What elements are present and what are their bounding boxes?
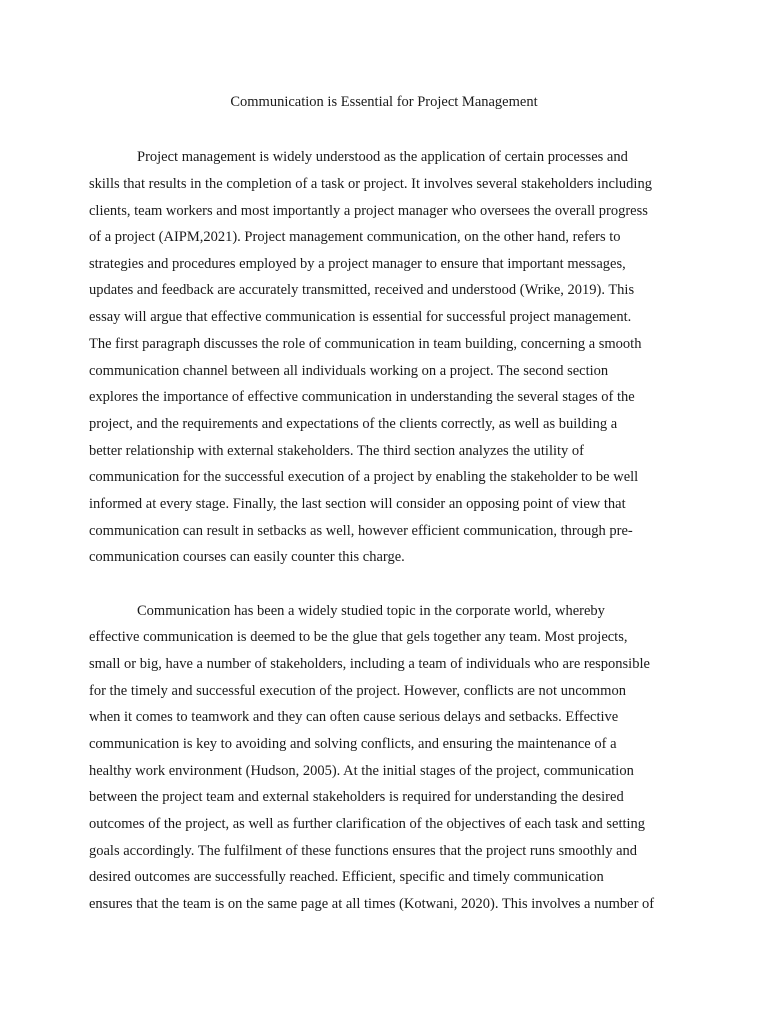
paragraph-line: communication channel between all individuals working on a project. The second section — [89, 363, 609, 379]
paragraph-line: communication for the successful execution of a project by enabling the stakeholder to be well — [89, 469, 639, 485]
paragraph-line: skills that results in the completion of a task or project. It involves several stakeholders including — [89, 176, 652, 192]
document-title: Communication is Essential for Project Management — [230, 94, 538, 110]
paragraph-line: communication courses can easily counter this charge. — [89, 549, 405, 565]
paragraph-line: better relationship with external stakeholders. The third section analyzes the utility of — [89, 443, 585, 459]
paragraph-line: ensures that the team is on the same page at all times (Kotwani, 2020). This involves a number of — [89, 896, 655, 912]
paragraph-line: communication can result in setbacks as well, however efficient communication, through pre- — [89, 523, 633, 539]
paragraph-line: when it comes to teamwork and they can often cause serious delays and setbacks. Effective — [89, 709, 619, 725]
paragraph-line: strategies and procedures employed by a project manager to ensure that important messages, — [89, 256, 626, 272]
paragraph-line: The first paragraph discusses the role of communication in team building, concerning a smooth — [89, 336, 642, 352]
paragraph-line: project, and the requirements and expectations of the clients correctly, as well as building a — [89, 416, 618, 432]
paragraph-line: effective communication is deemed to be the glue that gels together any team. Most projects, — [89, 629, 628, 645]
paragraph-line: for the timely and successful execution of the project. However, conflicts are not uncommon — [89, 683, 626, 699]
paragraph-line: outcomes of the project, as well as further clarification of the objectives of each task and setting — [89, 816, 646, 832]
paragraph-line: informed at every stage. Finally, the last section will consider an opposing point of view that — [89, 496, 626, 512]
paragraph-line: desired outcomes are successfully reached. Efficient, specific and timely communication — [89, 869, 604, 885]
paragraph-line: updates and feedback are accurately transmitted, received and understood (Wrike, 2019). This — [89, 282, 635, 298]
paragraph-line: healthy work environment (Hudson, 2005). At the initial stages of the project, communication — [89, 763, 634, 779]
paragraph-line: of a project (AIPM,2021). Project management communication, on the other hand, refers to — [89, 229, 621, 245]
paragraph-line: Project management is widely understood as the application of certain processes and — [137, 149, 628, 165]
paragraph-line: essay will argue that effective communication is essential for successful project management. — [89, 309, 632, 325]
paragraph-line: small or big, have a number of stakeholders, including a team of individuals who are responsible — [89, 656, 650, 672]
paragraph-line: between the project team and external stakeholders is required for understanding the desired — [89, 789, 624, 805]
paragraph-line: explores the importance of effective communication in understanding the several stages of the — [89, 389, 635, 405]
paragraph-line: communication is key to avoiding and solving conflicts, and ensuring the maintenance of a — [89, 736, 617, 752]
paragraph-line: clients, team workers and most importantly a project manager who oversees the overall progress — [89, 203, 648, 219]
paragraph-line: Communication has been a widely studied topic in the corporate world, whereby — [137, 603, 605, 619]
paragraph-line: goals accordingly. The fulfilment of these functions ensures that the project runs smoothly and — [89, 843, 638, 859]
